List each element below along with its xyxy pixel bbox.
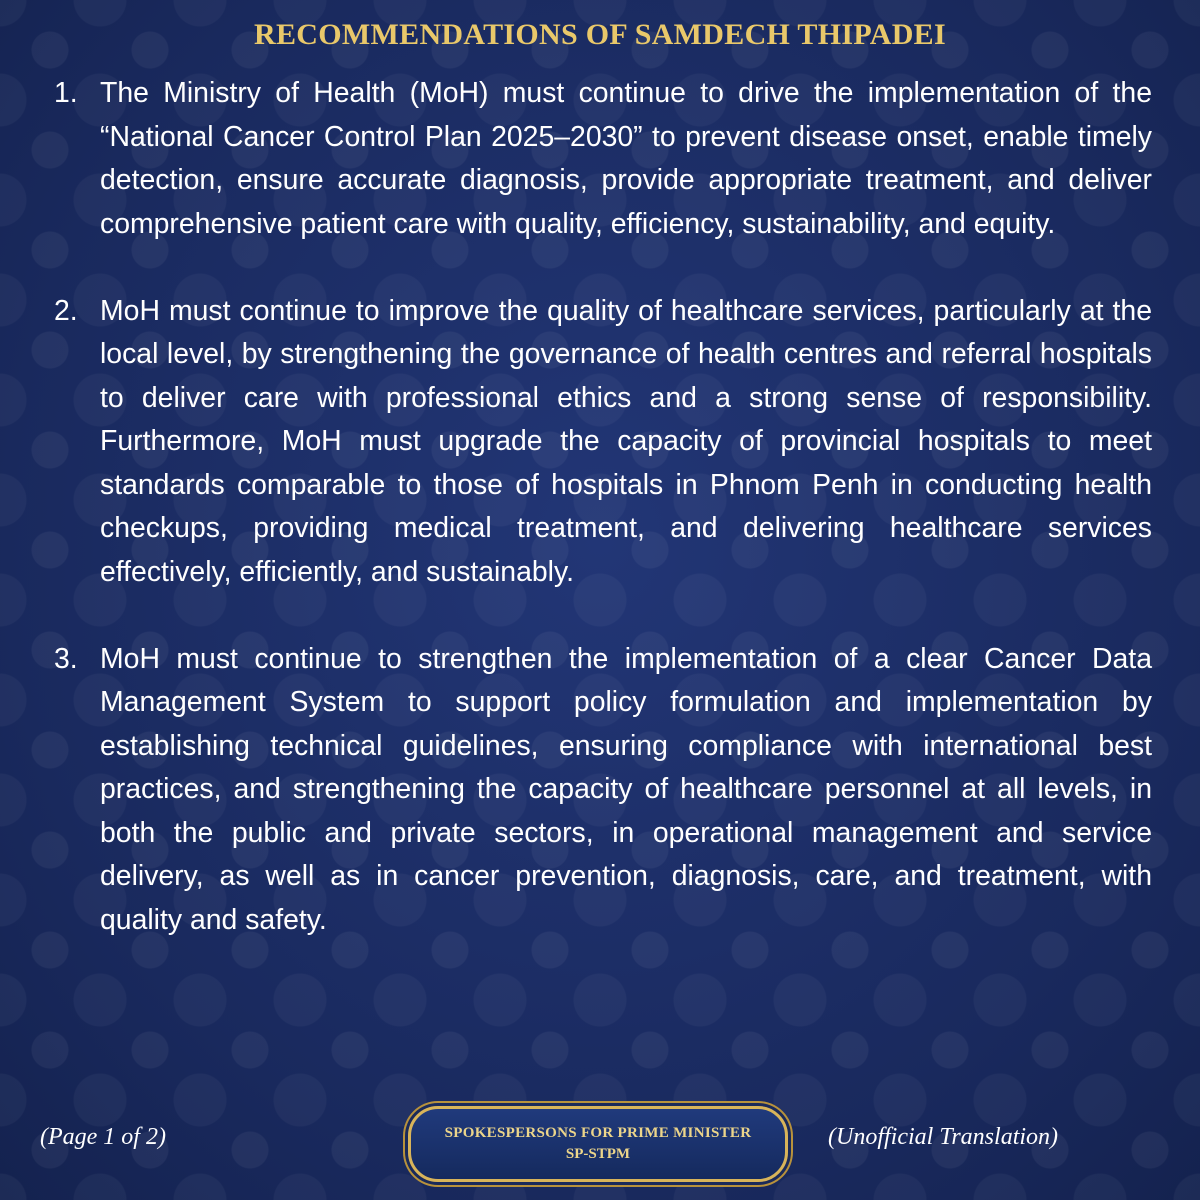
item-text: MoH must continue to improve the quality of healthcare services, particularly at the local level, by strengthening the governance of health centres and referral hospitals to deliver care with professional ethics and a strong sense of responsibility. Furthermore, MoH must upgrade the capacity of provincial hospitals to meet standards comparable to those of hospitals in Phnom Penh in conducting health checkups, providing medical treatment, and delivering healthcare services effectively, efficiently, and sustainably. xyxy=(100,294,1152,588)
item-number: 2. xyxy=(54,294,78,327)
badge-subtitle: SP-STPM xyxy=(565,1146,631,1162)
spokespersons-badge xyxy=(408,1106,788,1182)
recommendation-item xyxy=(48,638,1152,943)
page-title: RECOMMENDATIONS OF SAMDECH THIPADEI xyxy=(254,18,946,51)
translation-note: (Unofficial Translation) xyxy=(828,1124,1059,1150)
item-number: 1. xyxy=(54,77,78,109)
recommendations-list xyxy=(48,72,1152,942)
item-number: 3. xyxy=(54,642,78,675)
recommendation-item xyxy=(48,290,1152,595)
page-indicator: (Page 1 of 2) xyxy=(40,1124,166,1150)
badge-title: SPOKESPERSONS FOR PRIME MINISTER xyxy=(444,1125,752,1141)
recommendation-item xyxy=(48,72,1152,246)
item-text: The Ministry of Health (MoH) must continue to drive the implementation of the “National Cancer Control Plan 2025–2030” to prevent disease onset, enable timely detection, ensure accurate diagnosis, provide appropriate treatment, and deliver comprehensive patient care with quality, efficiency, sustainability, and equity. xyxy=(100,77,1152,240)
item-text: MoH must continue to strengthen the implementation of a clear Cancer Data Management System to support policy formulation and implementation by establishing technical guidelines, ensuring compliance with international best practices, and strengthening the capacity of healthcare personnel at all levels, in both the public and private sectors, in operational management and service delivery, as well as in cancer prevention, diagnosis, care, and treatment, with quality and safety. xyxy=(100,642,1152,936)
